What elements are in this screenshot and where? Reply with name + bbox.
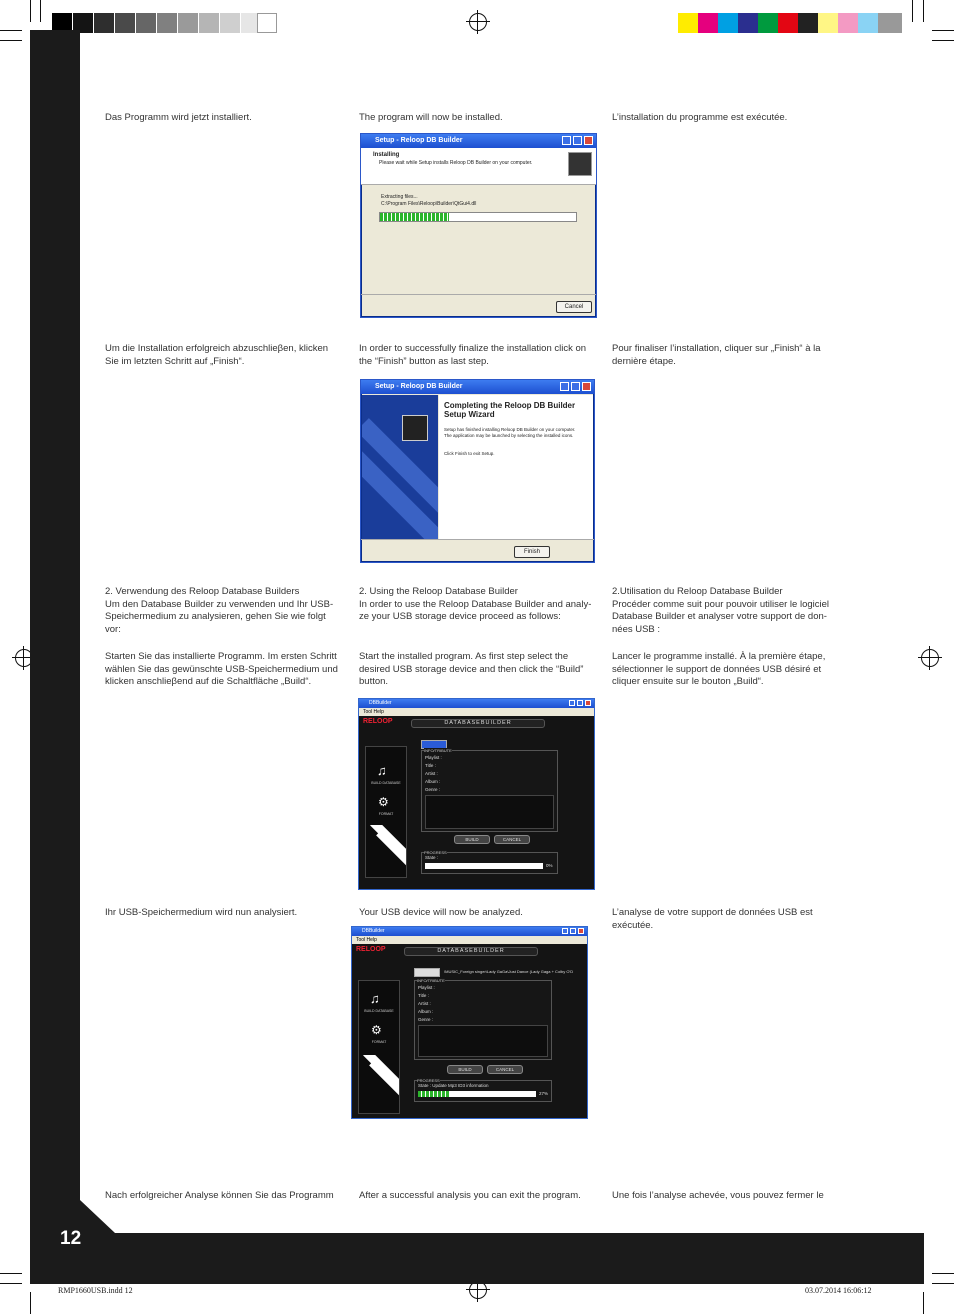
finish-titlebar: [361, 380, 594, 394]
app2-sidebar: [358, 980, 400, 1114]
app2-banner: DATABASEBUILDER: [404, 947, 538, 956]
app2-menu[interactable]: Tool Help: [352, 936, 587, 944]
text-fr-1: L’installation du programme est exécutée.: [612, 112, 788, 123]
minimize-icon[interactable]: [562, 136, 571, 145]
close-icon[interactable]: [578, 928, 584, 934]
artist-label: Artist :: [425, 771, 438, 776]
app2-progress-tag: PROGRESS: [417, 1078, 440, 1083]
text-fr-6: Une fois l’analyse achevée, vous pouvez fermer le: [612, 1190, 824, 1201]
computer-icon: [568, 152, 592, 176]
reloop-logo: RELOOP: [363, 718, 393, 725]
registration-mark-right: [921, 649, 939, 667]
app1-menu[interactable]: Tool Help: [359, 708, 594, 716]
minimize-icon[interactable]: [569, 700, 575, 706]
text-en-5: Your USB device will now be analyzed.: [359, 907, 523, 918]
app1-sidebar: [365, 746, 407, 878]
installer-header: [361, 148, 596, 185]
maximize-icon[interactable]: [570, 928, 576, 934]
genre-label: Genre :: [425, 787, 441, 792]
text-de-3: 2. Verwendung des Reloop Database Builders Um den Database Builder zu verwenden und Ihr USB-Speichermedium zu analysieren, gehen Sie wie folgt vor:: [105, 586, 334, 635]
app2-progress-fill: [418, 1091, 450, 1097]
title-label: Title :: [425, 763, 436, 768]
app2-progress-bar: [418, 1091, 536, 1097]
text-fr-5: L’analyse de votre support de données USB est exécutée.: [612, 907, 813, 931]
build-button[interactable]: BUILD: [454, 835, 490, 844]
app2-info-panel: [414, 980, 552, 1060]
app1-info-panel: [421, 750, 558, 832]
page-bottom-bar: [30, 1233, 924, 1284]
app1-state: State :: [425, 855, 439, 860]
installer-window: [360, 133, 597, 318]
installer-progress-bar: [379, 212, 577, 222]
format-gear-icon[interactable]: ⚙: [378, 795, 389, 809]
installer-subheading: Please wait while Setup installs Reloop DB Builder on your computer.: [379, 160, 533, 166]
finish-button[interactable]: Finish: [514, 546, 550, 558]
installer-path: C:\Program Files\Reloop\Builder\QtGui4.dll: [381, 201, 477, 207]
text-en-6: After a successful analysis you can exit the program.: [359, 1190, 581, 1201]
playlist-label: Playlist :: [418, 985, 435, 990]
finish-content: [439, 395, 593, 539]
music-note-icon[interactable]: ♫: [370, 991, 380, 1006]
app2-log-area: [418, 1025, 548, 1057]
artist-label: Artist :: [418, 1001, 431, 1006]
wizard-side-image: [362, 395, 438, 539]
registration-mark-top: [469, 13, 487, 31]
genre-label: Genre :: [418, 1017, 434, 1022]
playlist-label: Playlist :: [425, 755, 442, 760]
footer-file: RMP1660USB.indd 12: [58, 1286, 133, 1295]
format-label: FORMAT: [371, 1040, 387, 1044]
installer-divider: [361, 294, 596, 295]
text-de-1: Das Programm wird jetzt installiert.: [105, 112, 252, 123]
text-fr-2: Pour finaliser l’installation, cliquer sur „Finish“ à la dernière étape.: [612, 343, 821, 367]
cancel-button[interactable]: Cancel: [556, 301, 592, 313]
app2-progress-panel: [414, 1080, 552, 1102]
text-de-4: Starten Sie das installierte Programm. Im ersten Schritt wählen Sie das gewünschte USB-Speichermedium und klicken anschlieβend auf die Schaltfläche „Build“.: [105, 651, 338, 687]
finish-window: [360, 379, 595, 563]
finish-title: Setup - Reloop DB Builder: [375, 383, 463, 390]
finish-hint: Click Finish to exit Setup.: [444, 451, 495, 456]
installer-title: Setup - Reloop DB Builder: [375, 137, 463, 144]
page-bottom-notch: [80, 1200, 115, 1233]
setup-icon: [402, 415, 428, 441]
text-de-5: Ihr USB-Speichermedium wird nun analysiert.: [105, 907, 298, 918]
format-gear-icon[interactable]: ⚙: [371, 1023, 382, 1037]
app1-progress-panel: [421, 852, 558, 874]
minimize-icon[interactable]: [562, 928, 568, 934]
text-fr-3: 2.Utilisation du Reloop Database Builder Procéder comme suit pour pouvoir utiliser le logiciel Database Builder et analyser votre support de don-nées USB :: [612, 586, 830, 635]
app2-percent: 27%: [539, 1091, 549, 1096]
app1-title: DBBuilder: [369, 700, 392, 706]
album-label: Album :: [418, 1009, 434, 1014]
text-en-4: Start the installed program. As first step select the desired USB storage device and then click the “Build” button.: [359, 651, 584, 687]
app1-progress-tag: PROGRESS: [424, 850, 447, 855]
cancel-button[interactable]: CANCEL: [494, 835, 530, 844]
build-button[interactable]: BUILD: [447, 1065, 483, 1074]
text-en-1: The program will now be installed.: [359, 112, 503, 123]
minimize-icon[interactable]: [560, 382, 569, 391]
maximize-icon[interactable]: [577, 700, 583, 706]
build-database-label: BUILD DATABASE: [371, 781, 401, 785]
installer-titlebar: [361, 134, 596, 148]
finish-heading: Completing the Reloop DB Builder Setup Wizard: [444, 401, 576, 419]
stripe-graphic: [359, 1055, 399, 1111]
app2-current-path: \MUSIC_Foreign singer\Lady GaGa\Just Dance (Lady Gaga + Colby O'D: [444, 969, 574, 974]
maximize-icon[interactable]: [571, 382, 580, 391]
maximize-icon[interactable]: [573, 136, 582, 145]
close-icon[interactable]: [582, 382, 591, 391]
page-side-bar: [30, 30, 80, 1284]
app1-titlebar: [359, 699, 594, 708]
app2-title: DBBuilder: [362, 928, 385, 934]
installer-heading: Installing: [373, 152, 400, 158]
dbbuilder-window-1: [358, 698, 595, 890]
text-en-2: In order to successfully finalize the installation click on the “Finish” button as last step.: [359, 343, 587, 367]
text-en-3: 2. Using the Reloop Database Builder In order to use the Reloop Database Builder and analy-ze your USB storage device proceed as follows:: [359, 586, 592, 622]
stripe-graphic: [366, 825, 406, 877]
installer-status: Extracting files...: [381, 194, 418, 200]
app2-state: State : Update Mp3 ID3 information: [418, 1083, 489, 1088]
app2-info-tag: INFO/TRIBUTE: [417, 978, 445, 983]
finish-body: Setup has finished installing Reloop DB Builder on your computer. The application may be launched by selecting the installed icons.: [444, 427, 576, 438]
app1-percent: 0%: [546, 863, 553, 868]
text-fr-4: Lancer le programme installé. À la première étape, sélectionner le support de données USB désiré et cliquer ensuite sur le bouton „Build“.: [612, 651, 826, 687]
album-label: Album :: [425, 779, 441, 784]
title-label: Title :: [418, 993, 429, 998]
text-de-6: Nach erfolgreicher Analyse können Sie das Programm: [105, 1190, 334, 1201]
text-de-2: Um die Installation erfolgreich abzuschlieβen, klicken Sie im letzten Schritt auf „Finish“.: [105, 343, 329, 367]
footer-date: 03.07.2014 16:06:12: [805, 1286, 872, 1295]
close-icon[interactable]: [584, 136, 593, 145]
build-database-label: BUILD DATABASE: [364, 1009, 394, 1013]
music-note-icon[interactable]: ♫: [377, 763, 387, 778]
finish-divider: [361, 539, 594, 540]
format-label: FORMAT: [378, 812, 394, 816]
app1-log-area: [425, 795, 554, 829]
dbbuilder-window-2: [351, 926, 588, 1119]
app1-body: [359, 716, 594, 889]
app2-body: [352, 944, 587, 1118]
reloop-logo: RELOOP: [356, 946, 386, 953]
app2-titlebar: [352, 927, 587, 936]
page-number: 12: [60, 1228, 82, 1249]
app1-banner: DATABASEBUILDER: [411, 719, 545, 728]
usb-device-select[interactable]: [414, 968, 440, 977]
close-icon[interactable]: [585, 700, 591, 706]
cancel-button[interactable]: CANCEL: [487, 1065, 523, 1074]
app1-progress-bar: [425, 863, 543, 869]
app1-info-tag: INFO/TRIBUTE: [424, 748, 452, 753]
installer-progress-fill: [380, 213, 449, 221]
